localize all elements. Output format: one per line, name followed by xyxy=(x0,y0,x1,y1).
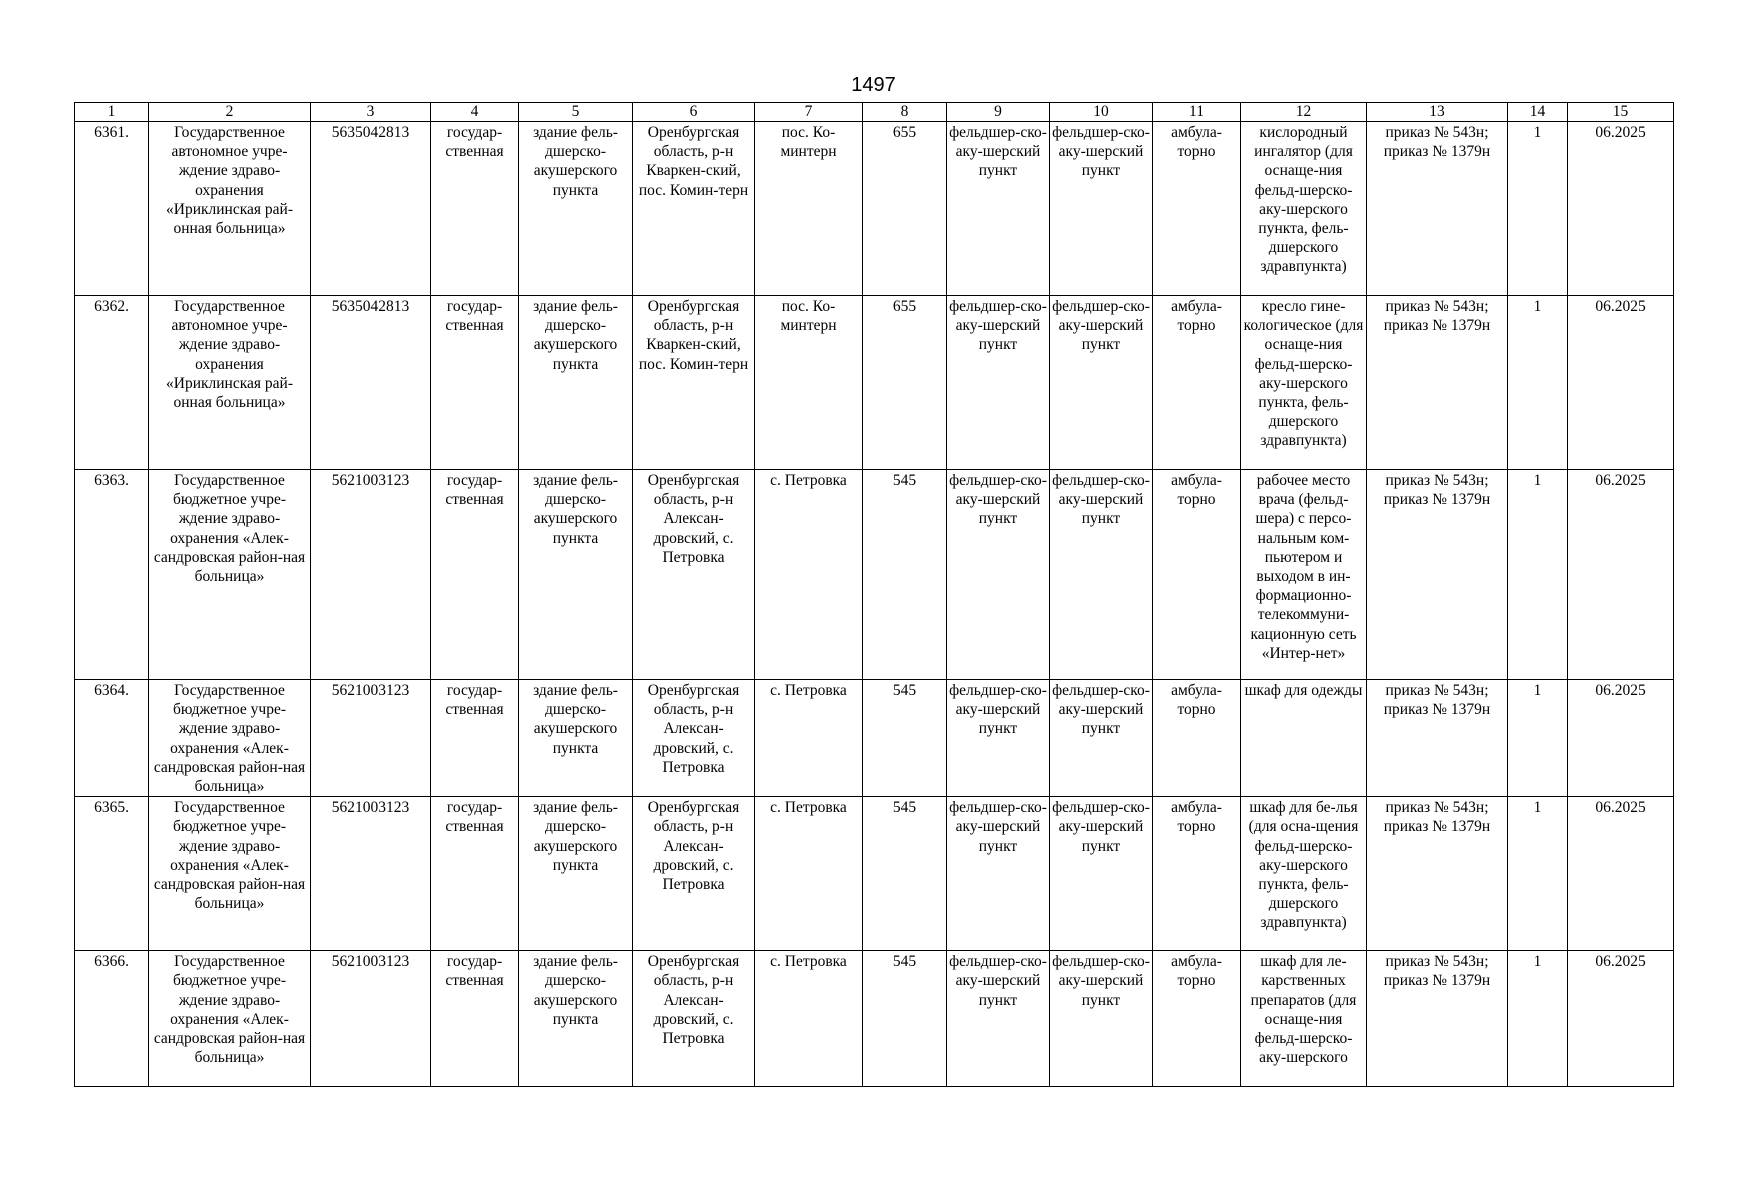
address: Оренбургская область, р-н Алексан-дровский, с. Петровка xyxy=(633,470,755,680)
ownership-form: государ-ственная xyxy=(431,797,519,951)
facility-type: фельдшер-ско-аку-шерский пункт xyxy=(947,680,1050,797)
address: Оренбургская область, р-н Алексан-дровский, с. Петровка xyxy=(633,797,755,951)
ownership-form: государ-ственная xyxy=(431,296,519,470)
inn: 5621003123 xyxy=(311,951,431,1087)
ownership-form: государ-ственная xyxy=(431,951,519,1087)
column-number: 13 xyxy=(1367,103,1508,122)
row-number: 6364. xyxy=(75,680,149,797)
building: здание фель-дшерско-акушерского пункта xyxy=(519,951,633,1087)
facility-type: фельдшер-ско-аку-шерский пункт xyxy=(947,122,1050,296)
column-number: 12 xyxy=(1241,103,1367,122)
row-number: 6363. xyxy=(75,470,149,680)
row-number: 6365. xyxy=(75,797,149,951)
building: здание фель-дшерско-акушерского пункта xyxy=(519,797,633,951)
registry-table xyxy=(74,102,1674,1087)
inn: 5621003123 xyxy=(311,797,431,951)
population: 545 xyxy=(863,951,947,1087)
column-number: 4 xyxy=(431,103,519,122)
organization-name: Государственное автономное учре-ждение здраво-охранения «Ириклинская рай-онная больница» xyxy=(149,122,311,296)
population: 655 xyxy=(863,296,947,470)
facility-type-target: фельдшер-ско-аку-шерский пункт xyxy=(1050,797,1153,951)
settlement: с. Петровка xyxy=(755,470,863,680)
inn: 5635042813 xyxy=(311,296,431,470)
order-reference: приказ № 543н; приказ № 1379н xyxy=(1367,797,1508,951)
order-reference: приказ № 543н; приказ № 1379н xyxy=(1367,296,1508,470)
population: 545 xyxy=(863,680,947,797)
facility-type-target: фельдшер-ско-аку-шерский пункт xyxy=(1050,122,1153,296)
column-number: 14 xyxy=(1508,103,1568,122)
quantity: 1 xyxy=(1508,470,1568,680)
ownership-form: государ-ственная xyxy=(431,680,519,797)
facility-type: фельдшер-ско-аку-шерский пункт xyxy=(947,470,1050,680)
settlement: с. Петровка xyxy=(755,797,863,951)
facility-type: фельдшер-ско-аку-шерский пункт xyxy=(947,797,1050,951)
facility-type-target: фельдшер-ско-аку-шерский пункт xyxy=(1050,680,1153,797)
building: здание фель-дшерско-акушерского пункта xyxy=(519,680,633,797)
order-reference: приказ № 543н; приказ № 1379н xyxy=(1367,951,1508,1087)
deadline: 06.2025 xyxy=(1568,296,1674,470)
address: Оренбургская область, р-н Кваркен-ский, пос. Комин-терн xyxy=(633,296,755,470)
settlement: с. Петровка xyxy=(755,951,863,1087)
quantity: 1 xyxy=(1508,122,1568,296)
order-reference: приказ № 543н; приказ № 1379н xyxy=(1367,470,1508,680)
table-row xyxy=(75,470,1674,680)
settlement: пос. Ко-минтерн xyxy=(755,122,863,296)
deadline: 06.2025 xyxy=(1568,122,1674,296)
inn: 5621003123 xyxy=(311,470,431,680)
care-condition: амбула-торно xyxy=(1153,951,1241,1087)
ownership-form: государ-ственная xyxy=(431,470,519,680)
equipment: кресло гине-кологическое (для оснаще-ния фельд-шерско-аку-шерского пункта, фель-дшерского здравпункта) xyxy=(1241,296,1367,470)
table-row xyxy=(75,680,1674,797)
table-body xyxy=(75,122,1674,1087)
column-number: 9 xyxy=(947,103,1050,122)
row-number: 6362. xyxy=(75,296,149,470)
column-number: 11 xyxy=(1153,103,1241,122)
order-reference: приказ № 543н; приказ № 1379н xyxy=(1367,680,1508,797)
quantity: 1 xyxy=(1508,296,1568,470)
deadline: 06.2025 xyxy=(1568,680,1674,797)
column-number-row xyxy=(75,103,1674,122)
order-reference: приказ № 543н; приказ № 1379н xyxy=(1367,122,1508,296)
equipment: кислородный ингалятор (для оснаще-ния фельд-шерско-аку-шерского пункта, фель-дшерского здравпункта) xyxy=(1241,122,1367,296)
equipment: шкаф для бе-лья (для осна-щения фельд-шерско-аку-шерского пункта, фель-дшерского здравпункта) xyxy=(1241,797,1367,951)
building: здание фель-дшерско-акушерского пункта xyxy=(519,296,633,470)
settlement: с. Петровка xyxy=(755,680,863,797)
column-number: 3 xyxy=(311,103,431,122)
table-header xyxy=(75,103,1674,122)
inn: 5635042813 xyxy=(311,122,431,296)
organization-name: Государственное автономное учре-ждение здраво-охранения «Ириклинская рай-онная больница» xyxy=(149,296,311,470)
column-number: 2 xyxy=(149,103,311,122)
column-number: 5 xyxy=(519,103,633,122)
address: Оренбургская область, р-н Алексан-дровский, с. Петровка xyxy=(633,951,755,1087)
facility-type-target: фельдшер-ско-аку-шерский пункт xyxy=(1050,951,1153,1087)
quantity: 1 xyxy=(1508,797,1568,951)
quantity: 1 xyxy=(1508,680,1568,797)
population: 545 xyxy=(863,470,947,680)
facility-type: фельдшер-ско-аку-шерский пункт xyxy=(947,951,1050,1087)
population: 545 xyxy=(863,797,947,951)
table-row xyxy=(75,122,1674,296)
deadline: 06.2025 xyxy=(1568,797,1674,951)
column-number: 10 xyxy=(1050,103,1153,122)
deadline: 06.2025 xyxy=(1568,470,1674,680)
population: 655 xyxy=(863,122,947,296)
equipment: рабочее место врача (фельд-шера) с персо-нальным ком-пьютером и выходом в ин-формационно-телекоммуни-кационную сеть «Интер-нет» xyxy=(1241,470,1367,680)
column-number: 7 xyxy=(755,103,863,122)
table-row xyxy=(75,296,1674,470)
column-number: 15 xyxy=(1568,103,1674,122)
facility-type: фельдшер-ско-аку-шерский пункт xyxy=(947,296,1050,470)
organization-name: Государственное бюджетное учре-ждение здраво-охранения «Алек-сандровская район-ная больница» xyxy=(149,797,311,951)
column-number: 1 xyxy=(75,103,149,122)
care-condition: амбула-торно xyxy=(1153,296,1241,470)
settlement: пос. Ко-минтерн xyxy=(755,296,863,470)
organization-name: Государственное бюджетное учре-ждение здраво-охранения «Алек-сандровская район-ная больница» xyxy=(149,470,311,680)
equipment: шкаф для ле-карственных препаратов (для оснаще-ния фельд-шерско-аку-шерского xyxy=(1241,951,1367,1087)
address: Оренбургская область, р-н Кваркен-ский, пос. Комин-терн xyxy=(633,122,755,296)
address: Оренбургская область, р-н Алексан-дровский, с. Петровка xyxy=(633,680,755,797)
column-number: 8 xyxy=(863,103,947,122)
building: здание фель-дшерско-акушерского пункта xyxy=(519,122,633,296)
building: здание фель-дшерско-акушерского пункта xyxy=(519,470,633,680)
column-number: 6 xyxy=(633,103,755,122)
organization-name: Государственное бюджетное учре-ждение здраво-охранения «Алек-сандровская район-ная больница» xyxy=(149,680,311,797)
facility-type-target: фельдшер-ско-аку-шерский пункт xyxy=(1050,470,1153,680)
care-condition: амбула-торно xyxy=(1153,797,1241,951)
quantity: 1 xyxy=(1508,951,1568,1087)
inn: 5621003123 xyxy=(311,680,431,797)
care-condition: амбула-торно xyxy=(1153,122,1241,296)
table-row xyxy=(75,951,1674,1087)
row-number: 6361. xyxy=(75,122,149,296)
deadline: 06.2025 xyxy=(1568,951,1674,1087)
ownership-form: государ-ственная xyxy=(431,122,519,296)
care-condition: амбула-торно xyxy=(1153,680,1241,797)
page-number: 1497 xyxy=(851,74,896,96)
table-row xyxy=(75,797,1674,951)
facility-type-target: фельдшер-ско-аку-шерский пункт xyxy=(1050,296,1153,470)
care-condition: амбула-торно xyxy=(1153,470,1241,680)
row-number: 6366. xyxy=(75,951,149,1087)
organization-name: Государственное бюджетное учре-ждение здраво-охранения «Алек-сандровская район-ная больница» xyxy=(149,951,311,1087)
equipment: шкаф для одежды xyxy=(1241,680,1367,797)
